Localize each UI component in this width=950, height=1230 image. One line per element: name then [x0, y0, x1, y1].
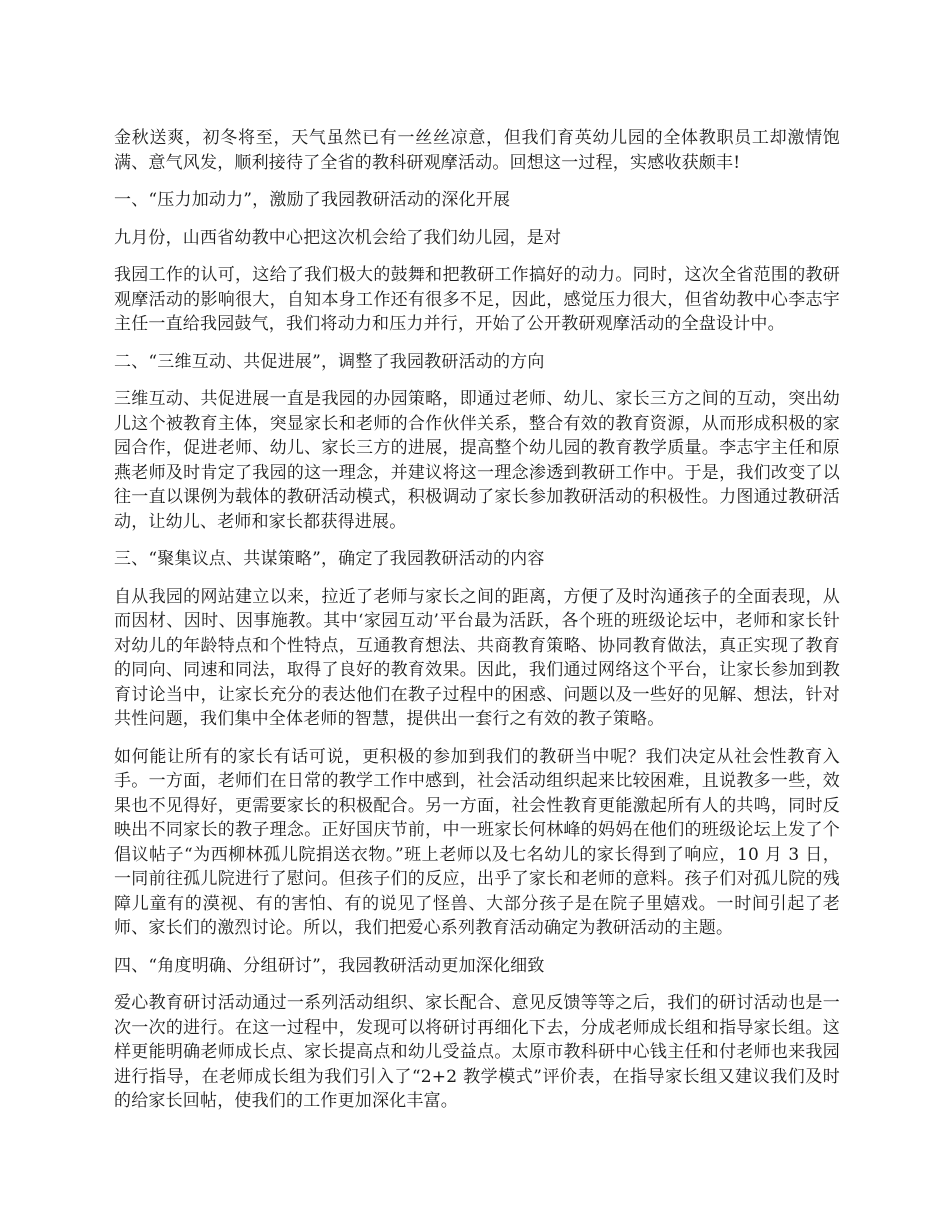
section-heading-1: 一、“压力加动力”，激励了我园教研活动的深化开展: [114, 190, 511, 210]
paragraph: 九月份，山西省幼教中心把这次机会给了我们幼儿园，是对: [114, 227, 562, 248]
paragraph-intro: 金秋送爽，初冬将至，天气虽然已有一丝丝凉意，但我们育英幼儿园的全体教职员工却激情饱满、意气风发，顺利接待了全省的教科研观摩活动。回想这一过程，实感收获颇丰!: [114, 128, 840, 173]
section-heading-2: 二、“三维互动、共促进展”，调整了我园教研活动的方向: [114, 351, 545, 372]
paragraph: 爱心教育研讨活动通过一系列活动组织、家长配合、意见反馈等等之后，我们的研讨活动也是一次一次的进行。在这一过程中，发现可以将研讨再细化下去，分成老师成长组和指导家长组。这样更能明确老师成长点、家长提高点和幼儿受益点。太原市教科研中心钱主任和付老师也来我园进行指导，在老师成长组为我们引入了“2+2 教学模式”评价表，在指导家长组又建议我们及时的给家长回帖，使我们的工作更加深化丰富。: [114, 993, 840, 1111]
document-body: [114, 126, 840, 1127]
paragraph: 我园工作的认可，这给了我们极大的鼓舞和把教研工作搞好的动力。同时，这次全省范围的教研观摩活动的影响很大，自知本身工作还有很多不足，因此，感觉压力很大，但省幼教中心李志宇主任一直给我园鼓气，我们将动力和压力并行，开始了公开教研观摩活动的全盘设计中。: [114, 265, 840, 334]
paragraph: 自从我园的网站建立以来，拉近了老师与家长之间的距离，方便了及时沟通孩子的全面表现，从而因材、因时、因事施教。其中‘家园互动’平台最为活跃，各个班的班级论坛中，老师和家长针对幼儿的年龄特点和个性特点，互通教育想法、共商教育策略、协同教育做法，真正实现了教育的同向、同速和同法，取得了良好的教育效果。因此，我们通过网络这个平台，让家长参加到教育讨论当中，让家长充分的表达他们在教子过程中的困惑、问题以及一些好的见解、想法，针对共性问题，我们集中全体老师的智慧，提供出一套行之有效的教子策略。: [114, 586, 840, 729]
paragraph: 三维互动、共促进展一直是我园的办园策略，即通过老师、幼儿、家长三方之间的互动，突出幼儿这个被教育主体，突显家长和老师的合作伙伴关系，整合有效的教育资源，从而形成积极的家园合作，促进老师、幼儿、家长三方的进展，提高整个幼儿园的教育教学质量。李志宇主任和原燕老师及时肯定了我园的这一理念，并建议将这一理念渗透到教研工作中。于是，我们改变了以往一直以课例为载体的教研活动模式，积极调动了家长参加教研活动的积极性。力图通过教研活动，让幼儿、老师和家长都获得进展。: [114, 389, 840, 532]
section-heading-3: 三、“聚集议点、共谋策略”，确定了我园教研活动的内容: [114, 549, 545, 569]
paragraph: 如何能让所有的家长有话可说，更积极的参加到我们的教研当中呢？我们决定从社会性教育入手。一方面，老师们在日常的教学工作中感到，社会活动组织起来比较困难，且说教多一些，效果也不见得好，更需要家长的积极配合。另一方面，社会性教育更能激起所有人的共鸣，同时反映出不同家长的教子理念。正好国庆节前，中一班家长何林峰的妈妈在他们的班级论坛上发了个倡议帖子“为西柳林孤儿院捐送衣物。”班上老师以及七名幼儿的家长得到了响应，10 月 3 日，一同前往孤儿院进行了慰问。但孩子们的反应，出乎了家长和老师的意料。孩子们对孤儿院的残障儿童有的漠视、有的害怕、有的说见了怪兽、大部分孩子是在院子里嬉戏。一时间引起了老师、家长们的激烈讨论。所以，我们把爱心系列教育活动确定为教研活动的主题。: [114, 746, 840, 938]
section-heading-4: 四、“角度明确、分组研讨”，我园教研活动更加深化细致: [114, 955, 545, 976]
